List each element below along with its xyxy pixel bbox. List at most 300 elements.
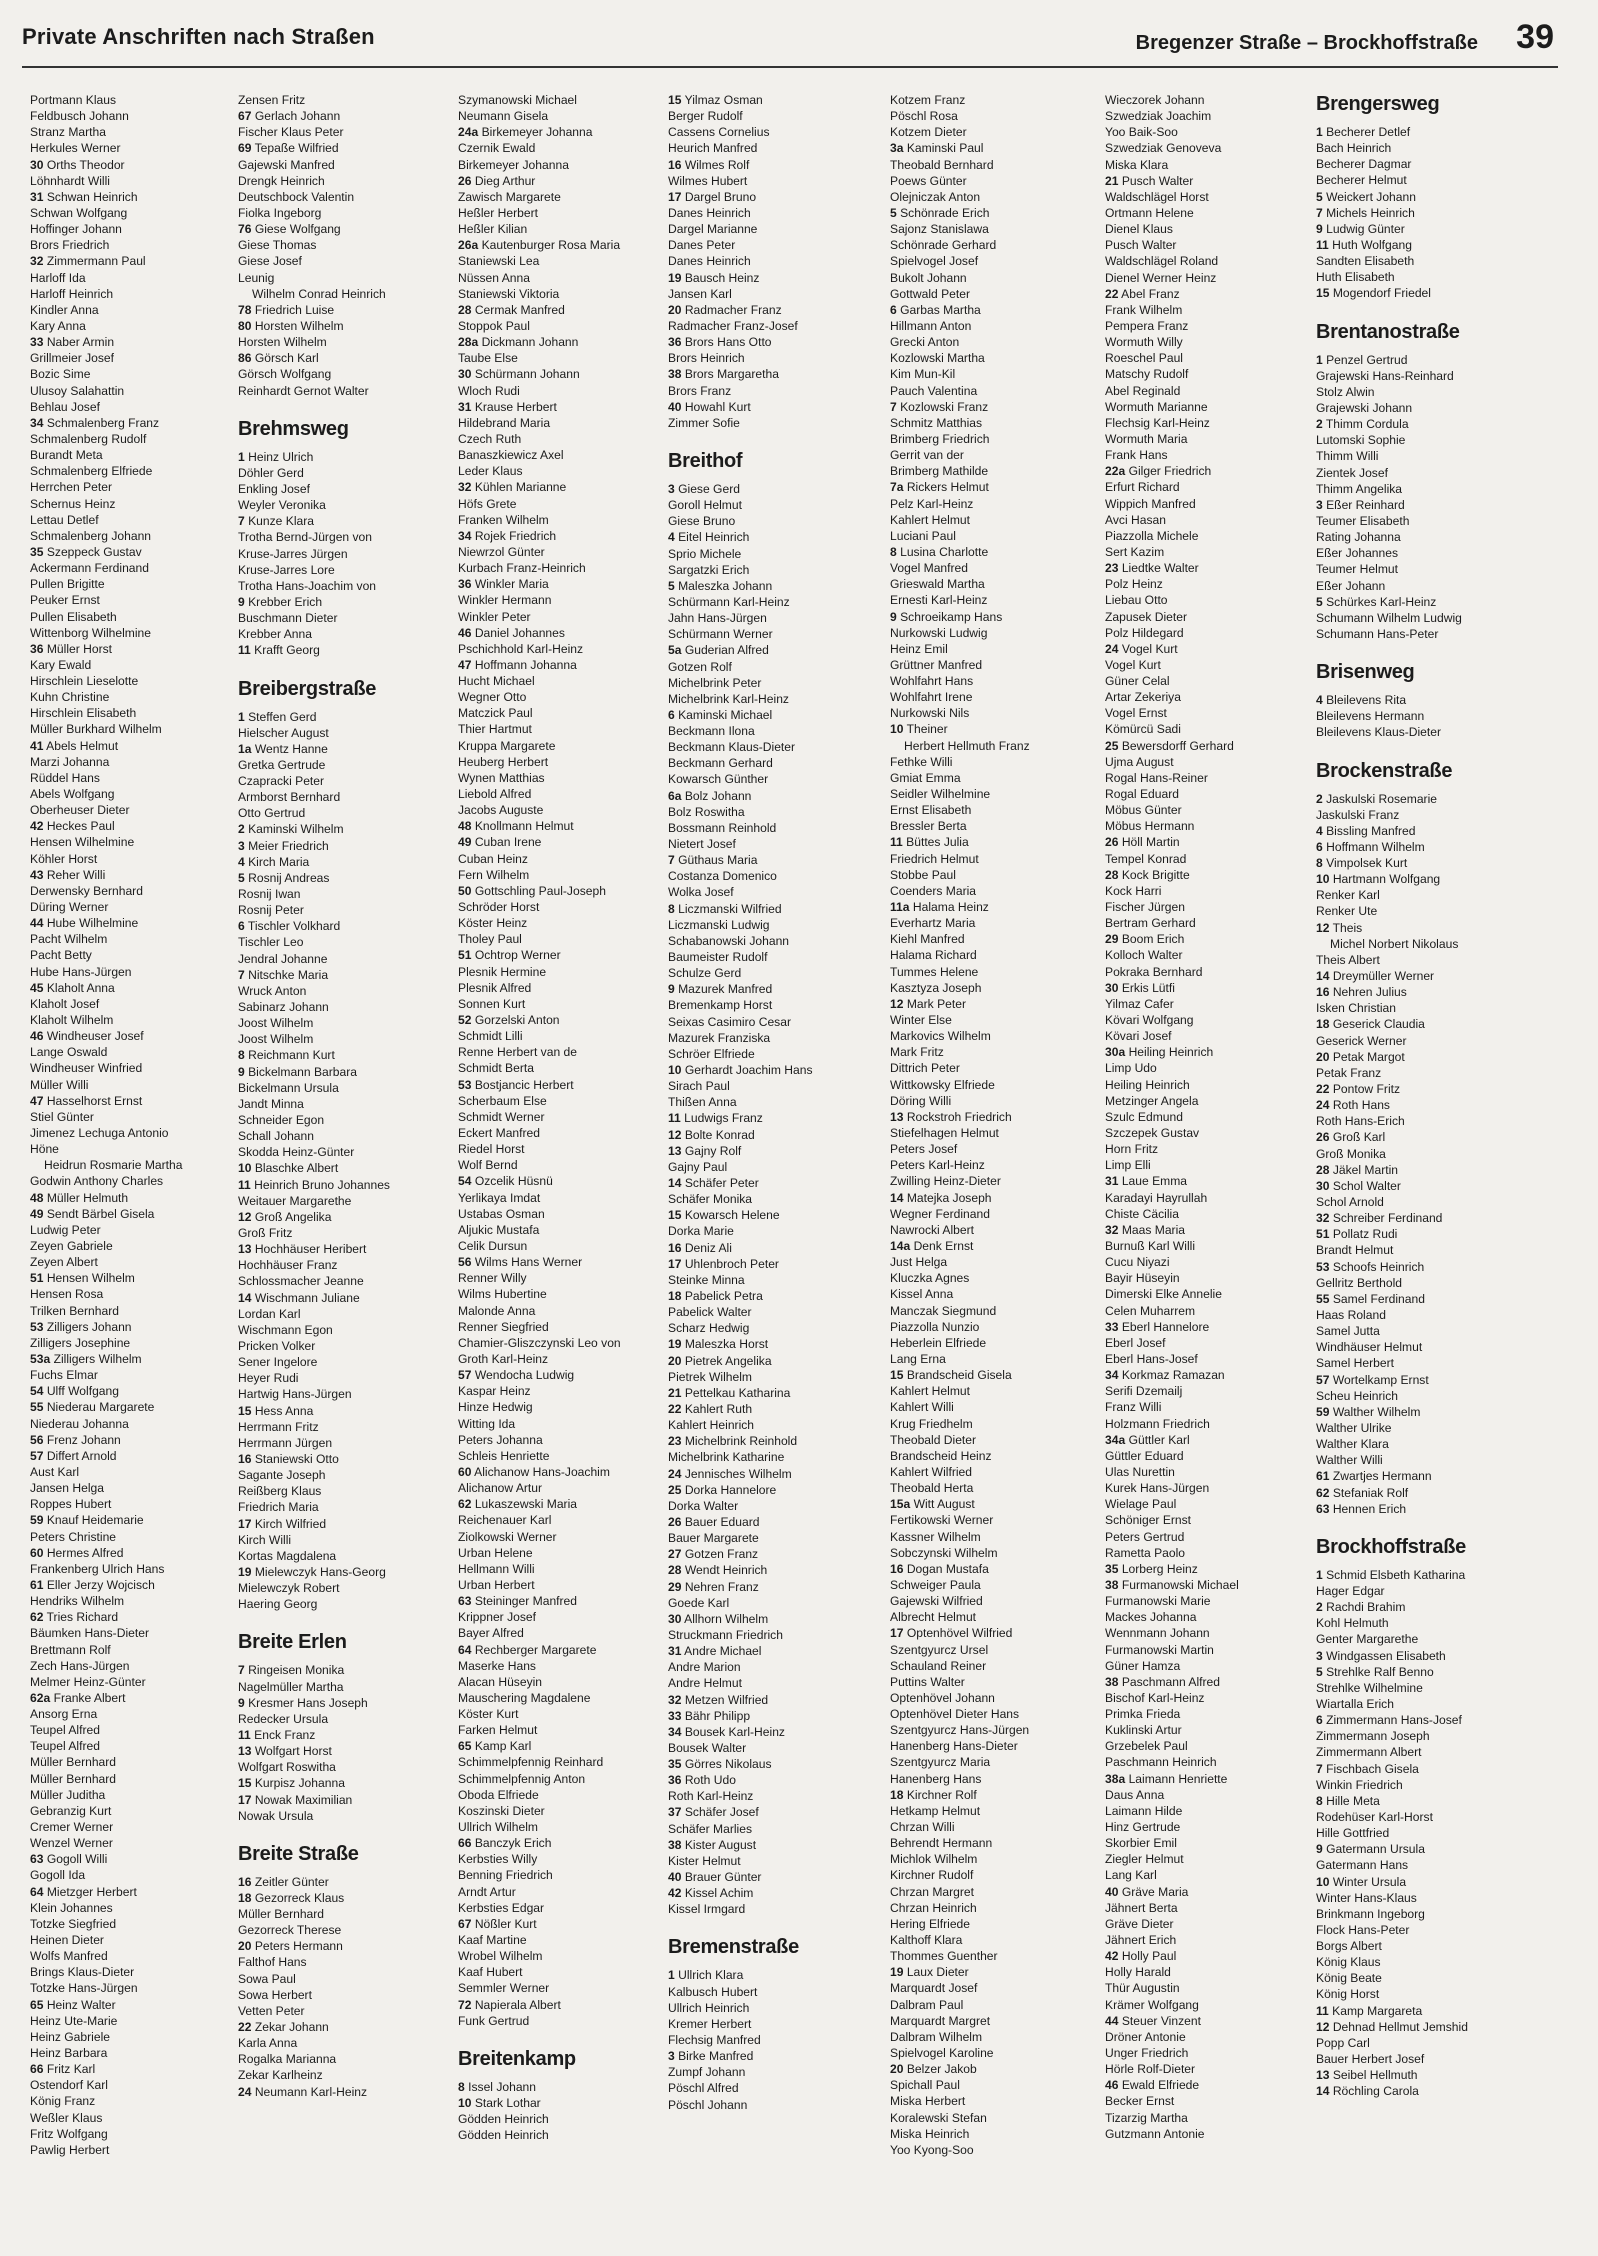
directory-entry bbox=[1316, 626, 1528, 642]
resident-name: Kassner Wilhelm bbox=[890, 1529, 981, 1544]
directory-entry bbox=[30, 1722, 242, 1738]
directory-entry bbox=[668, 1498, 880, 1514]
resident-name: Bach Heinrich bbox=[1316, 141, 1392, 156]
directory-entry bbox=[1105, 1351, 1317, 1367]
resident-name: Ustabas Osman bbox=[458, 1206, 545, 1221]
house-number: 62a bbox=[30, 1690, 51, 1705]
directory-entry bbox=[238, 1451, 450, 1467]
directory-entry bbox=[458, 657, 670, 673]
resident-name: Sajonz Stanislawa bbox=[890, 222, 989, 237]
directory-entry bbox=[30, 1577, 242, 1593]
directory-entry bbox=[238, 2084, 450, 2100]
resident-name: Penzel Gertrud bbox=[1326, 352, 1408, 367]
directory-entry bbox=[30, 1529, 242, 1545]
house-number: 2 bbox=[1316, 417, 1323, 432]
directory-entry bbox=[890, 1545, 1102, 1561]
resident-name: Kamp Karl bbox=[474, 1739, 532, 1754]
resident-name: Brors Margaretha bbox=[684, 367, 779, 382]
resident-name: Brandscheid Heinz bbox=[890, 1448, 992, 1463]
street-heading: Breitenkamp bbox=[458, 2047, 576, 2070]
resident-name: Sener Ingelore bbox=[238, 1355, 318, 1370]
resident-name: Laimann Hilde bbox=[1105, 1803, 1183, 1818]
directory-entry bbox=[30, 1867, 242, 1883]
resident-name: Wischmann Egon bbox=[238, 1322, 333, 1337]
directory-entry bbox=[1105, 1028, 1317, 1044]
directory-entry bbox=[1316, 903, 1528, 919]
house-number: 7 bbox=[1316, 1761, 1323, 1776]
resident-name: Brandscheid Gisela bbox=[906, 1368, 1012, 1383]
resident-name: Halama Richard bbox=[890, 948, 977, 963]
resident-name: Radmacher Franz-Josef bbox=[668, 318, 798, 333]
resident-name: Heberlein Elfriede bbox=[890, 1335, 987, 1350]
resident-name: Scherbaum Else bbox=[458, 1093, 547, 1108]
resident-name: Ullrich Heinrich bbox=[668, 2000, 750, 2015]
resident-name: Kaaf Hubert bbox=[458, 1965, 523, 1980]
resident-name: Mark Fritz bbox=[890, 1045, 944, 1060]
directory-entry bbox=[1316, 1049, 1528, 1065]
directory-entry bbox=[1105, 1254, 1317, 1270]
directory-entry bbox=[668, 594, 880, 610]
resident-name: Yerlikaya Imdat bbox=[458, 1190, 541, 1205]
resident-name: Schmalenberg Franz bbox=[46, 415, 160, 430]
resident-name: Theobald Dieter bbox=[890, 1432, 977, 1447]
directory-entry bbox=[238, 1257, 450, 1273]
directory-entry bbox=[458, 1690, 670, 1706]
resident-name: Nehren Julius bbox=[1332, 985, 1407, 1000]
resident-name: Tholey Paul bbox=[458, 932, 522, 947]
house-number: 10 bbox=[1316, 872, 1330, 887]
resident-name: Kahlert Helmut bbox=[890, 512, 970, 527]
directory-entry bbox=[668, 626, 880, 642]
resident-name: Görsch Wolfgang bbox=[238, 367, 332, 382]
directory-entry bbox=[458, 1028, 670, 1044]
resident-name: Winter Hans-Klaus bbox=[1316, 1890, 1417, 1905]
directory-entry bbox=[1316, 1097, 1528, 1113]
directory-entry bbox=[238, 205, 450, 221]
directory-entry bbox=[1105, 754, 1317, 770]
resident-name: Winkin Friedrich bbox=[1316, 1777, 1403, 1792]
resident-name: Furmanowski Martin bbox=[1105, 1642, 1214, 1657]
resident-name: Unger Friedrich bbox=[1105, 2046, 1189, 2061]
directory-column bbox=[668, 92, 880, 2113]
resident-name: Gerlach Johann bbox=[254, 109, 341, 124]
resident-name: Danes Heinrich bbox=[668, 254, 751, 269]
directory-entry bbox=[890, 221, 1102, 237]
resident-name: Pietrek Angelika bbox=[684, 1353, 772, 1368]
directory-entry bbox=[668, 771, 880, 787]
resident-name: Jandt Minna bbox=[238, 1096, 304, 1111]
directory-entry bbox=[238, 1419, 450, 1435]
directory-entry bbox=[1316, 871, 1528, 887]
resident-name: Schäfer Josef bbox=[684, 1805, 759, 1820]
resident-name: Schernus Heinz bbox=[30, 496, 116, 511]
resident-name: Zimmermann Paul bbox=[46, 254, 146, 269]
resident-name: Furmanowski Marie bbox=[1105, 1594, 1211, 1609]
directory-entry bbox=[1316, 1291, 1528, 1307]
resident-name: Giese Wolfgang bbox=[254, 222, 341, 237]
house-number: 52 bbox=[458, 1013, 472, 1028]
page-number: 39 bbox=[1516, 18, 1554, 56]
directory-entry bbox=[668, 270, 880, 286]
resident-name: Sendt Bärbel Gisela bbox=[46, 1206, 155, 1221]
house-number: 65 bbox=[30, 1997, 44, 2012]
resident-name: Kahlert Wilfried bbox=[890, 1464, 972, 1479]
directory-entry bbox=[30, 1690, 242, 1706]
directory-entry bbox=[238, 1775, 450, 1791]
directory-entry bbox=[890, 1916, 1102, 1932]
directory-entry bbox=[668, 884, 880, 900]
directory-entry bbox=[1105, 221, 1317, 237]
resident-name: Kirch Willi bbox=[238, 1532, 292, 1547]
resident-name: Heiling Heinrich bbox=[1128, 1045, 1214, 1060]
resident-name: Haering Georg bbox=[238, 1597, 318, 1612]
resident-name: Flock Hans-Peter bbox=[1316, 1922, 1410, 1937]
house-number: 9 bbox=[1316, 1842, 1323, 1857]
directory-entry bbox=[890, 512, 1102, 528]
directory-entry bbox=[1105, 496, 1317, 512]
directory-entry bbox=[890, 463, 1102, 479]
directory-entry bbox=[30, 754, 242, 770]
directory-entry bbox=[1105, 1093, 1317, 1109]
house-number: 55 bbox=[30, 1400, 44, 1415]
resident-name: Pusch Walter bbox=[1121, 173, 1194, 188]
resident-name: Becherer Detlef bbox=[1326, 125, 1411, 139]
directory-entry bbox=[458, 1609, 670, 1625]
resident-name: Schimmelpfennig Reinhard bbox=[458, 1755, 604, 1770]
directory-entry bbox=[238, 1922, 450, 1938]
directory-entry bbox=[890, 786, 1102, 802]
directory-entry bbox=[238, 383, 450, 399]
resident-name: Wielage Paul bbox=[1105, 1497, 1177, 1512]
directory-entry bbox=[1316, 1000, 1528, 1016]
directory-entry bbox=[458, 1851, 670, 1867]
house-number: 16 bbox=[668, 157, 682, 172]
directory-entry bbox=[890, 1577, 1102, 1593]
directory-entry bbox=[458, 1399, 670, 1415]
directory-entry bbox=[1105, 189, 1317, 205]
resident-name: Wischmann Juliane bbox=[254, 1290, 360, 1305]
directory-entry bbox=[458, 1545, 670, 1561]
directory-entry bbox=[458, 447, 670, 463]
resident-name: Kahlert Helmut bbox=[890, 1384, 970, 1399]
directory-entry bbox=[238, 237, 450, 253]
directory-entry bbox=[668, 1837, 880, 1853]
directory-entry bbox=[238, 1047, 450, 1063]
house-number: 45 bbox=[30, 980, 44, 995]
directory-entry bbox=[890, 415, 1102, 431]
resident-name: Wendocha Ludwig bbox=[474, 1368, 575, 1383]
resident-name: Windgassen Elisabeth bbox=[1326, 1648, 1446, 1663]
directory-entry bbox=[668, 1967, 880, 1983]
page-header-title: Private Anschriften nach Straßen bbox=[22, 24, 375, 49]
directory-entry bbox=[458, 334, 670, 350]
directory-entry bbox=[1105, 867, 1317, 883]
resident-name: Everhartz Maria bbox=[890, 916, 976, 931]
resident-name: Nawrocki Albert bbox=[890, 1222, 975, 1237]
resident-name: Weßler Klaus bbox=[30, 2110, 103, 2125]
resident-name: Schürkes Karl-Heinz bbox=[1326, 594, 1437, 609]
directory-entry bbox=[1316, 2083, 1528, 2099]
resident-name: Staniewski Lea bbox=[458, 254, 540, 269]
house-number: 36 bbox=[458, 577, 472, 592]
directory-entry bbox=[30, 1754, 242, 1770]
house-number: 10 bbox=[890, 722, 904, 737]
resident-name: Samel Herbert bbox=[1316, 1356, 1394, 1371]
resident-name: Kautenburger Rosa Maria bbox=[481, 238, 621, 253]
directory-entry bbox=[30, 2061, 242, 2077]
directory-entry bbox=[30, 1609, 242, 1625]
resident-name: Brors Friedrich bbox=[30, 238, 110, 253]
directory-entry bbox=[890, 1803, 1102, 1819]
resident-name: Schabanowski Johann bbox=[668, 933, 790, 948]
directory-entry bbox=[1105, 1173, 1317, 1189]
resident-name: Wolfgart Horst bbox=[254, 1744, 332, 1759]
directory-entry bbox=[890, 205, 1102, 221]
directory-entry bbox=[238, 1679, 450, 1695]
resident-name: Hube Wilhelmine bbox=[46, 916, 139, 931]
street-heading: Brockhoffstraße bbox=[1316, 1535, 1466, 1558]
resident-name: Urban Herbert bbox=[458, 1577, 535, 1592]
house-number: 17 bbox=[238, 1516, 252, 1531]
directory-entry bbox=[458, 738, 670, 754]
directory-entry bbox=[30, 302, 242, 318]
resident-name: Winkler Peter bbox=[458, 609, 531, 624]
resident-name: Kiehl Manfred bbox=[890, 932, 965, 947]
directory-entry bbox=[668, 1288, 880, 1304]
directory-entry bbox=[890, 496, 1102, 512]
resident-name: Peters Karl-Heinz bbox=[890, 1158, 985, 1173]
resident-name: Kary Ewald bbox=[30, 657, 92, 672]
resident-name: Müller Bernhard bbox=[238, 1907, 325, 1922]
directory-entry bbox=[238, 1499, 450, 1515]
resident-name: Fischer Klaus Peter bbox=[238, 125, 344, 140]
directory-entry bbox=[890, 2110, 1102, 2126]
house-number: 28 bbox=[1316, 1162, 1330, 1177]
resident-name: Stolz Alwin bbox=[1316, 384, 1375, 399]
directory-entry bbox=[1105, 1416, 1317, 1432]
directory-entry bbox=[1316, 545, 1528, 561]
directory-entry bbox=[668, 1482, 880, 1498]
resident-name: Güner Hamza bbox=[1105, 1658, 1181, 1673]
resident-name: Borgs Albert bbox=[1316, 1939, 1382, 1954]
resident-name: Pöschl Johann bbox=[668, 2097, 748, 2112]
resident-name: Gatermann Hans bbox=[1316, 1858, 1409, 1873]
resident-name: Rodehüser Karl-Horst bbox=[1316, 1809, 1433, 1824]
directory-entry bbox=[238, 725, 450, 741]
directory-entry bbox=[30, 1948, 242, 1964]
resident-name: Laimann Henriette bbox=[1128, 1771, 1228, 1786]
directory-entry bbox=[1316, 920, 1528, 936]
resident-name: Bleilevens Rita bbox=[1326, 693, 1407, 708]
directory-entry bbox=[238, 1080, 450, 1096]
resident-name: Howahl Kurt bbox=[684, 399, 751, 414]
resident-name: Wenzel Werner bbox=[30, 1836, 113, 1851]
resident-name: Kruppa Margarete bbox=[458, 738, 556, 753]
directory-entry bbox=[1105, 157, 1317, 173]
directory-entry bbox=[30, 1206, 242, 1222]
directory-entry bbox=[30, 818, 242, 834]
directory-entry bbox=[1316, 1323, 1528, 1339]
resident-name: Zensen Fritz bbox=[238, 93, 306, 107]
house-number: 31 bbox=[668, 1644, 682, 1659]
directory-entry bbox=[1105, 899, 1317, 915]
resident-name: Szentgyurcz Hans-Jürgen bbox=[890, 1723, 1030, 1738]
directory-entry bbox=[30, 173, 242, 189]
resident-name: Samel Ferdinand bbox=[1332, 1291, 1425, 1306]
resident-name: Pacht Wilhelm bbox=[30, 932, 108, 947]
resident-name: Düring Werner bbox=[30, 900, 109, 915]
directory-entry bbox=[1316, 1825, 1528, 1841]
house-number: 30 bbox=[1105, 980, 1119, 995]
house-number: 38 bbox=[1105, 1577, 1119, 1592]
directory-entry bbox=[890, 1771, 1102, 1787]
resident-name: Frank Hans bbox=[1105, 448, 1168, 463]
house-number: 3 bbox=[668, 2049, 675, 2064]
house-number: 25 bbox=[668, 1482, 682, 1497]
resident-name: Tischler Volkhard bbox=[247, 919, 341, 934]
directory-entry bbox=[1316, 189, 1528, 205]
directory-entry bbox=[30, 592, 242, 608]
directory-entry bbox=[1316, 497, 1528, 513]
directory-entry bbox=[1105, 1642, 1317, 1658]
resident-name: Kohl Helmuth bbox=[1316, 1616, 1389, 1631]
resident-name: Cermak Manfred bbox=[474, 302, 565, 317]
house-number: 9 bbox=[238, 1695, 245, 1710]
house-number: 19 bbox=[668, 1337, 682, 1352]
house-number: 80 bbox=[238, 318, 252, 333]
directory-entry bbox=[668, 2080, 880, 2096]
resident-name: Wruck Anton bbox=[238, 983, 307, 998]
directory-entry bbox=[238, 934, 450, 950]
directory-entry bbox=[458, 1480, 670, 1496]
directory-entry bbox=[30, 1448, 242, 1464]
directory-entry bbox=[30, 899, 242, 915]
directory-entry bbox=[1316, 1033, 1528, 1049]
house-number: 18 bbox=[668, 1288, 682, 1303]
house-number: 7 bbox=[890, 399, 897, 414]
directory-entry bbox=[458, 592, 670, 608]
street-heading: Breithof bbox=[668, 449, 743, 472]
resident-name: Wentz Hanne bbox=[254, 741, 328, 756]
directory-entry bbox=[30, 2093, 242, 2109]
directory-entry bbox=[238, 610, 450, 626]
resident-name: Isken Christian bbox=[1316, 1001, 1396, 1016]
resident-name: Pettelkau Katharina bbox=[684, 1385, 791, 1400]
directory-entry bbox=[458, 705, 670, 721]
house-number: 6 bbox=[1316, 839, 1323, 854]
directory-entry bbox=[1316, 724, 1528, 740]
directory-entry bbox=[238, 173, 450, 189]
directory-entry bbox=[458, 1819, 670, 1835]
house-number: 32 bbox=[1105, 1222, 1119, 1237]
house-number: 38 bbox=[668, 1837, 682, 1852]
resident-name: Oboda Elfriede bbox=[458, 1787, 539, 1802]
house-number: 54 bbox=[458, 1174, 472, 1189]
resident-name: Godwin Anthony Charles bbox=[30, 1174, 164, 1189]
resident-name: Dienel Klaus bbox=[1105, 222, 1173, 237]
directory-entry bbox=[1105, 1303, 1317, 1319]
resident-name: Riedel Horst bbox=[458, 1142, 525, 1157]
directory-entry bbox=[458, 641, 670, 657]
directory-entry bbox=[458, 786, 670, 802]
directory-entry bbox=[458, 1916, 670, 1932]
directory-entry bbox=[1105, 851, 1317, 867]
directory-entry bbox=[668, 1353, 880, 1369]
resident-name: Windhäuser Helmut bbox=[1316, 1340, 1423, 1355]
directory-entry bbox=[668, 1304, 880, 1320]
resident-name: Holly Paul bbox=[1121, 1949, 1177, 1964]
directory-entry bbox=[1316, 1696, 1528, 1712]
directory-entry bbox=[238, 1386, 450, 1402]
resident-name: Thißen Anna bbox=[668, 1095, 737, 1110]
directory-entry bbox=[30, 786, 242, 802]
directory-entry bbox=[668, 852, 880, 868]
directory-entry bbox=[668, 2064, 880, 2080]
resident-name: Winkler Maria bbox=[474, 577, 549, 592]
resident-name: Thür Augustin bbox=[1105, 1981, 1180, 1996]
directory-entry bbox=[668, 529, 880, 545]
house-number: 47 bbox=[458, 657, 472, 672]
house-number: 14 bbox=[1316, 2084, 1330, 2099]
house-number: 63 bbox=[30, 1852, 44, 1867]
house-number: 23 bbox=[668, 1434, 682, 1449]
directory-entry bbox=[238, 1209, 450, 1225]
resident-name: Geserick Werner bbox=[1316, 1033, 1407, 1048]
resident-name: Uhlenbroch Peter bbox=[684, 1256, 779, 1271]
directory-entry bbox=[1105, 447, 1317, 463]
resident-name: Mazurek Franziska bbox=[668, 1030, 771, 1045]
directory-entry bbox=[890, 1093, 1102, 1109]
resident-name: Malonde Anna bbox=[458, 1303, 536, 1318]
resident-name: Trotha Bernd-Jürgen von bbox=[238, 530, 372, 545]
house-number: 10 bbox=[1316, 1874, 1330, 1889]
resident-name: Pschichhold Karl-Heinz bbox=[458, 641, 584, 656]
resident-name: Polz Heinz bbox=[1105, 577, 1163, 592]
house-number: 50 bbox=[458, 883, 472, 898]
resident-name: Mogendorf Friedel bbox=[1332, 286, 1431, 301]
resident-name: Lusina Charlotte bbox=[900, 544, 989, 559]
resident-name: Kirch Wilfried bbox=[254, 1516, 327, 1531]
house-number: 9 bbox=[668, 982, 675, 997]
directory-entry bbox=[458, 1642, 670, 1658]
directory-entry bbox=[238, 594, 450, 610]
directory-entry bbox=[30, 1545, 242, 1561]
directory-entry bbox=[1105, 1367, 1317, 1383]
directory-entry bbox=[458, 1706, 670, 1722]
house-number: 4 bbox=[668, 530, 675, 545]
house-number: 44 bbox=[30, 916, 44, 931]
directory-entry bbox=[668, 1579, 880, 1595]
resident-name: Kuhn Christine bbox=[30, 690, 110, 705]
directory-entry bbox=[458, 1173, 670, 1189]
directory-entry bbox=[1105, 592, 1317, 608]
directory-entry bbox=[30, 1399, 242, 1415]
directory-entry bbox=[890, 883, 1102, 899]
resident-name: Rosnij Iwan bbox=[238, 887, 301, 902]
directory-entry bbox=[458, 1884, 670, 1900]
directory-entry bbox=[668, 366, 880, 382]
house-number: 63 bbox=[458, 1594, 472, 1609]
resident-name: Napierala Albert bbox=[474, 1997, 561, 2012]
resident-name: Vimpolsek Kurt bbox=[1326, 856, 1408, 871]
directory-entry bbox=[458, 1335, 670, 1351]
resident-name: Friedrich Luise bbox=[254, 302, 335, 317]
directory-entry bbox=[1105, 1125, 1317, 1141]
house-number: 21 bbox=[668, 1385, 682, 1400]
directory-entry bbox=[458, 1367, 670, 1383]
house-number: 12 bbox=[1316, 920, 1330, 935]
house-number: 28a bbox=[458, 335, 479, 350]
